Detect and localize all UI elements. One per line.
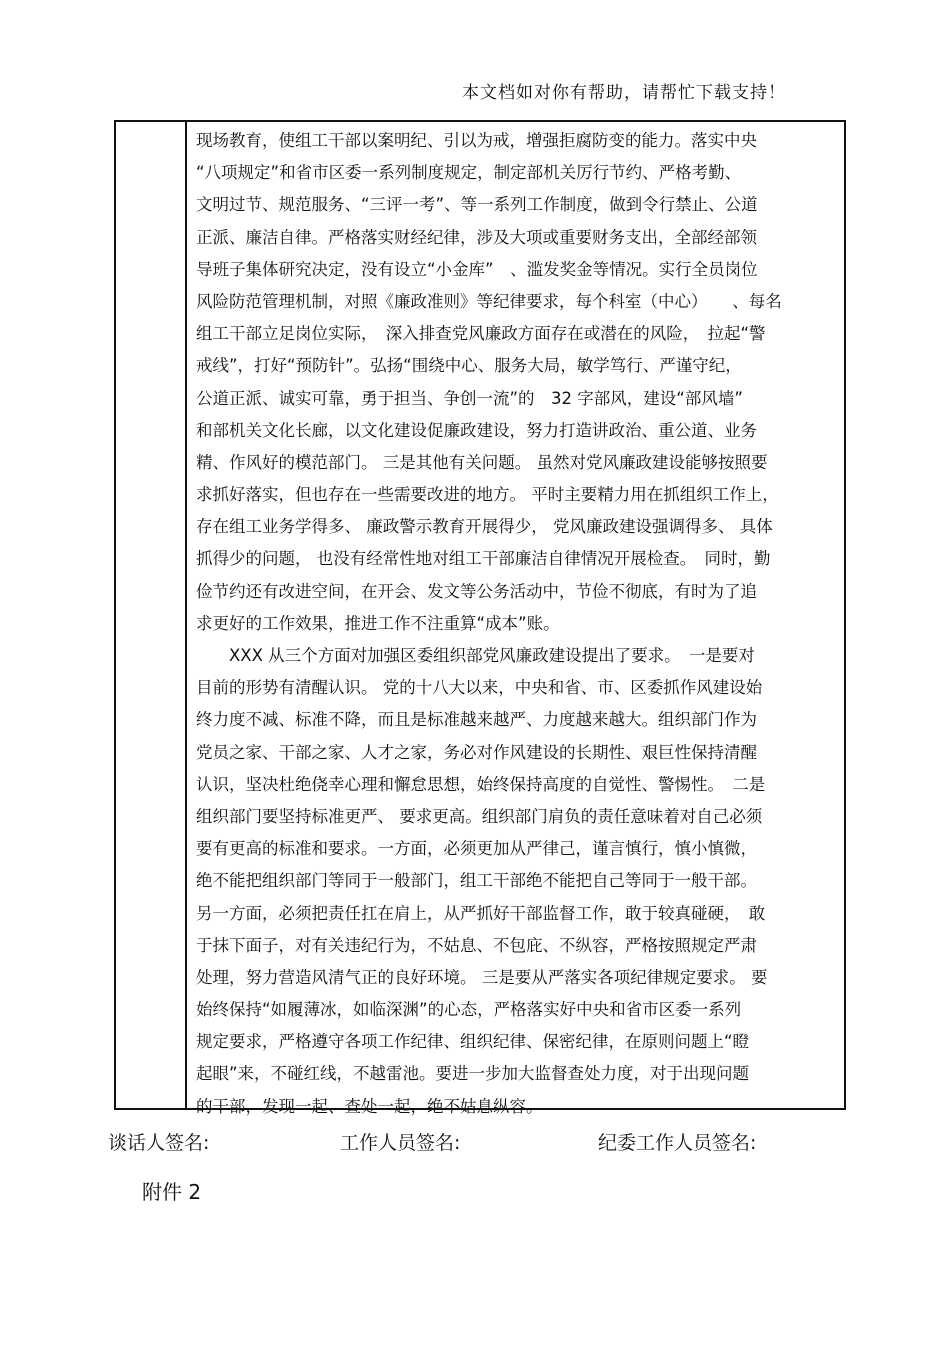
content-line: 求更好的工作效果，推进工作不注重算“成本”账。: [196, 613, 560, 633]
content-line: XXX 从三个方面对加强区委组织部党风廉政建设提出了要求。 一是要对: [196, 646, 755, 665]
content-line: 规定要求，严格遵守各项工作纪律、组织纪律、保密纪律，在原则问题上“瞪: [196, 1032, 750, 1052]
content-line: 处理，努力营造风清气正的良好环境。 三是要从严落实各项纪律规定要求。 要: [196, 967, 768, 987]
content-line: 绝不能把组织部门等同于一般部门，组工干部绝不能把自己等同于一般干部。: [196, 871, 757, 891]
content-line: 另一方面，必须把责任扛在肩上，从严抓好干部监督工作，敢于较真碰硬， 敢: [196, 903, 766, 923]
content-line: 存在组工业务学得多、 廉政警示教育开展得少， 党风廉政建设强调得多、 具体: [196, 517, 773, 537]
content-line: 求抓好落实，但也存在一些需要改进的地方。 平时主要精力用在抓组织工作上，: [196, 485, 779, 505]
content-line: 戒线”，打好“预防针”。弘扬“围绕中心、服务大局，敏学笃行、严谨守纪，: [196, 356, 742, 376]
discipline-staff-signature-label: 纪委工作人员签名:: [598, 1132, 757, 1154]
table-column-divider: [185, 120, 187, 1110]
content-line: 党员之家、干部之家、人才之家，务必对作风建设的长期性、艰巨性保持清醒: [196, 742, 757, 762]
content-line: 目前的形势有清醒认识。 党的十八大以来，中央和省、市、区委抓作风建设始: [196, 678, 763, 698]
content-line: 抓得少的问题， 也没有经常性地对组工干部廉洁自律情况开展检查。 同时，勤: [196, 549, 771, 569]
content-line: 始终保持“如履薄冰，如临深渊”的心态，严格落实好中央和省市区委一系列: [196, 1000, 742, 1020]
content-line: 正派、廉洁自律。严格落实财经纪律，涉及大项或重要财务支出，全部经部领: [196, 227, 757, 247]
signature-row: [0, 1128, 950, 1158]
content-line: 现场教育，使组工干部以案明纪、引以为戒，增强拒腐防变的能力。落实中央: [196, 131, 757, 150]
interviewer-signature-label: 谈话人签名:: [108, 1132, 210, 1154]
content-line: “八项规定”和省市区委一系列制度规定，制定部机关厉行节约、严格考勤、: [196, 163, 742, 183]
content-line: 俭节约还有改进空间，在开会、发文等公务活动中，节俭不彻底，有时为了追: [196, 581, 757, 601]
content-line: 导班子集体研究决定，没有设立“小金库” 、滥发奖金等情况。实行全员岗位: [196, 259, 758, 279]
content-line: 要有更高的标准和要求。一方面，必须更加从严律己，谨言慎行，慎小慎微，: [196, 839, 757, 859]
content-line: 终力度不减、标准不降，而且是标准越来越严、力度越来越大。组织部门作为: [196, 710, 757, 730]
content-line: 和部机关文化长廊，以文化建设促廉政建设，努力打造讲政治、重公道、业务: [196, 420, 757, 440]
content-line: 风险防范管理机制，对照《廉政准则》等纪律要求，每个科室（中心） 、每名: [196, 291, 782, 311]
staff-signature-label: 工作人员签名:: [340, 1132, 461, 1154]
content-line: 于抹下面子，对有关违纪行为，不姑息、不包庇、不纵容，严格按照规定严肃: [196, 935, 757, 955]
content-line: 公道正派、诚实可靠，勇于担当、争创一流”的 32 字部风，建设“部风墙”: [196, 388, 743, 408]
content-line: 文明过节、规范服务、“三评一考”、等一系列工作制度，做到令行禁止、公道: [196, 195, 758, 215]
content-line: 组工干部立足岗位实际， 深入排查党风廉政方面存在或潜在的风险， 拉起“警: [196, 324, 766, 344]
attachment-label: 附件 2: [142, 1180, 202, 1204]
content-line: 的干部，发现一起、查处一起，绝不姑息纵容。: [196, 1096, 543, 1116]
header-note: 本文档如对你有帮助，请帮忙下载支持！: [462, 83, 786, 103]
content-line: 起眼”来，不碰红线，不越雷池。要进一步加大监督查处力度，对于出现问题: [196, 1064, 750, 1084]
content-line: 精、作风好的模范部门。 三是其他有关问题。 虽然对党风廉政建设能够按照要: [196, 452, 768, 472]
content-line: 认识，坚决杜绝侥幸心理和懈怠思想，始终保持高度的自觉性、警惕性。 二是: [196, 774, 766, 794]
content-line: 组织部门要坚持标准更严、 要求更高。组织部门肩负的责任意味着对自己必须: [196, 806, 763, 826]
record-content: [196, 125, 836, 1123]
